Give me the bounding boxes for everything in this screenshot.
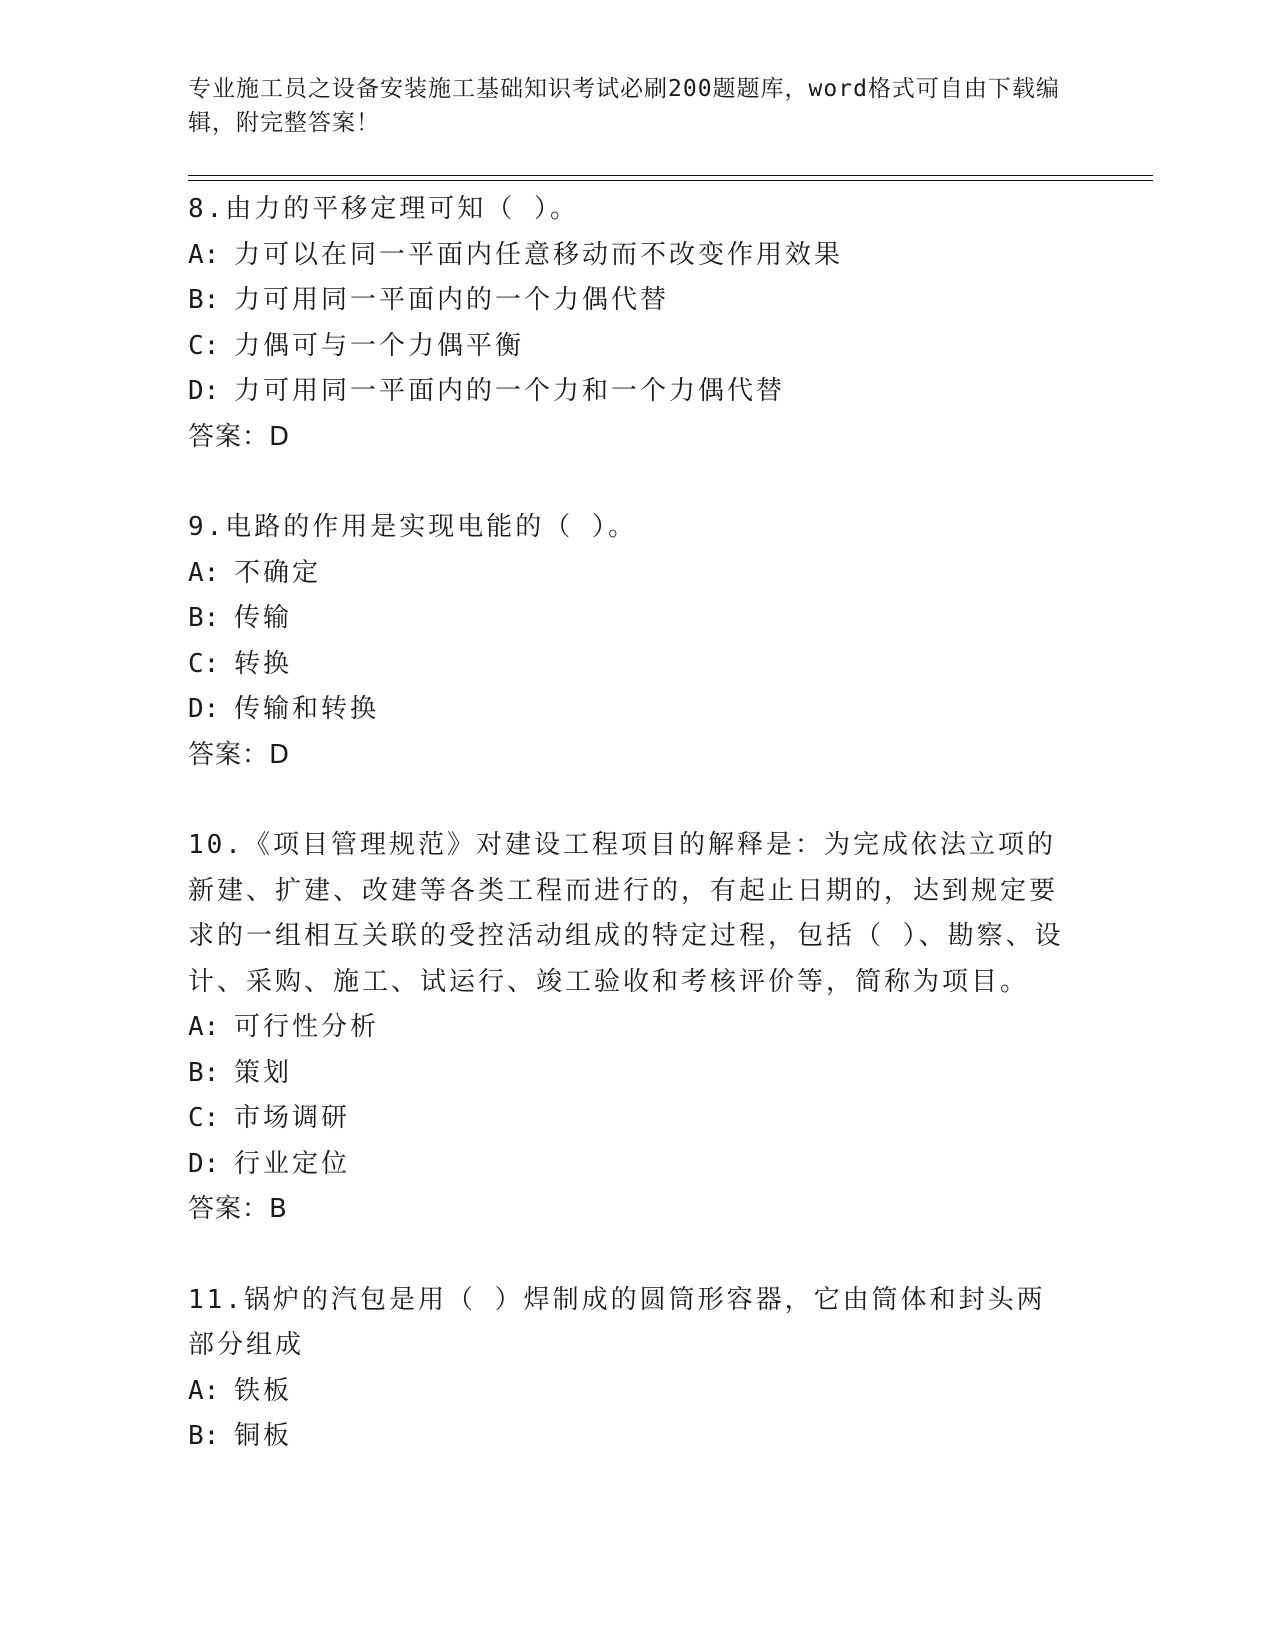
option-text: 传输和转换 xyxy=(234,694,380,724)
option-key: A: xyxy=(188,1012,220,1042)
option-key: B: xyxy=(188,285,220,315)
option-text: 力可用同一平面内的一个力偶代替 xyxy=(234,285,670,315)
option-text: 力偶可与一个力偶平衡 xyxy=(234,330,525,361)
option-a xyxy=(188,1005,1068,1051)
option-key: A: xyxy=(188,557,220,588)
option-d xyxy=(188,687,1068,733)
option-text: 转换 xyxy=(234,648,293,679)
option-key: B: xyxy=(188,1057,220,1088)
option-text: 力可以在同一平面内任意移动而不改变作用效果 xyxy=(234,239,844,270)
question-10 xyxy=(188,823,1068,1233)
header-title: 专业施工员之设备安装施工基础知识考试必刷200题题库，word格式可自由下载编辑，附完整答案！ xyxy=(188,76,1060,136)
option-a xyxy=(188,233,1068,279)
document-header xyxy=(188,72,1088,140)
option-key: D: xyxy=(188,376,220,406)
option-key: A: xyxy=(188,1375,220,1406)
question-8 xyxy=(188,187,1068,460)
answer-line: 答案：B xyxy=(188,1194,288,1224)
option-key: A: xyxy=(188,239,220,270)
option-b xyxy=(188,1051,1068,1097)
option-key: B: xyxy=(188,603,220,633)
option-c xyxy=(188,1096,1068,1142)
option-text: 传输 xyxy=(234,603,293,633)
option-text: 市场调研 xyxy=(234,1103,351,1133)
option-b xyxy=(188,278,1068,324)
option-text: 铜板 xyxy=(234,1421,293,1451)
option-text: 可行性分析 xyxy=(234,1012,380,1042)
option-key: C: xyxy=(188,330,220,361)
option-a xyxy=(188,551,1068,597)
question-stem: 9.电路的作用是实现电能的（ ）。 xyxy=(188,512,637,542)
question-9 xyxy=(188,505,1068,778)
question-stem: 11.锅炉的汽包是用（ ）焊制成的圆筒形容器，它由筒体和封头两部分组成 xyxy=(188,1284,1046,1360)
answer-line: 答案：D xyxy=(188,739,291,770)
question-stem: 10.《项目管理规范》对建设工程项目的解释是：为完成依法立项的新建、扩建、改建等各类工程而进行的，有起止日期的，达到规定要求的一组相互关联的受控活动组成的特定过程，包括（ ）、勘察、设计、采购、施工、试运行、竣工验收和考核评价等，简称为项目。 xyxy=(188,830,1064,997)
option-key: C: xyxy=(188,648,220,679)
option-c xyxy=(188,324,1068,370)
option-key: D: xyxy=(188,1148,220,1179)
question-list xyxy=(188,187,1068,1505)
option-b xyxy=(188,1414,1068,1460)
option-d xyxy=(188,1142,1068,1188)
option-key: C: xyxy=(188,1103,220,1133)
question-11 xyxy=(188,1278,1068,1460)
header-divider-bottom xyxy=(188,180,1153,181)
option-c xyxy=(188,642,1068,688)
answer-line: 答案：D xyxy=(188,421,291,452)
option-d xyxy=(188,369,1068,415)
option-text: 铁板 xyxy=(234,1375,293,1406)
option-key: B: xyxy=(188,1421,220,1451)
option-text: 行业定位 xyxy=(234,1148,351,1179)
option-text: 不确定 xyxy=(234,557,322,588)
header-divider-top xyxy=(188,175,1153,176)
option-text: 策划 xyxy=(234,1057,293,1088)
option-a xyxy=(188,1369,1068,1415)
option-key: D: xyxy=(188,694,220,724)
option-text: 力可用同一平面内的一个力和一个力偶代替 xyxy=(234,376,786,406)
question-stem: 8.由力的平移定理可知（ ）。 xyxy=(188,194,579,224)
option-b xyxy=(188,596,1068,642)
